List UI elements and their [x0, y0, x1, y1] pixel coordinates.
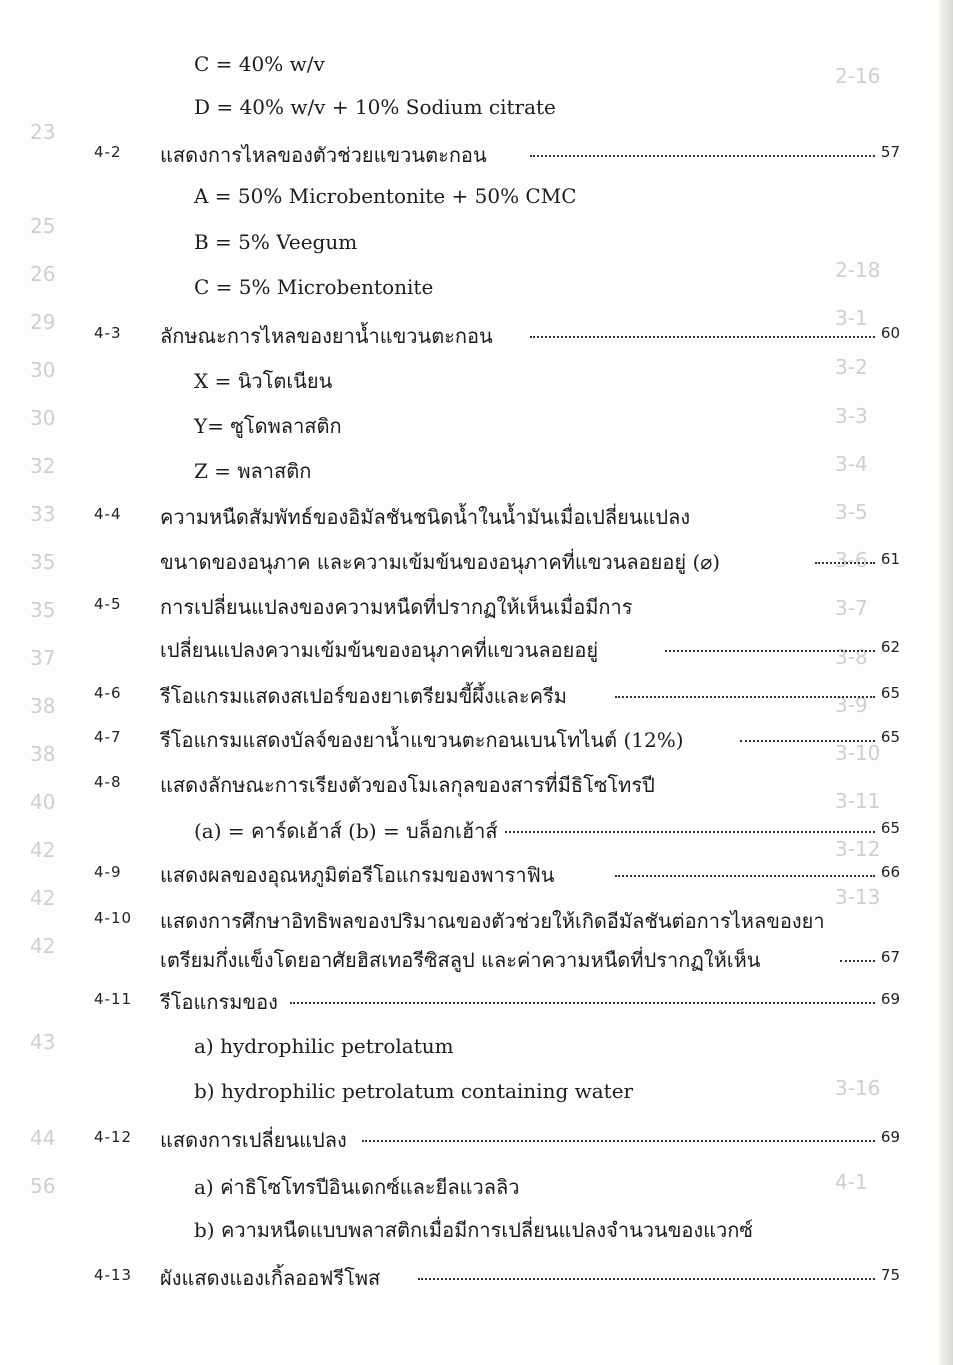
toc-subitem — [0, 1214, 953, 1254]
figure-number: 4-5 — [94, 595, 122, 613]
figure-number: 4-3 — [94, 324, 122, 342]
figure-title: การเปลี่ยนแปลงของความหนืดที่ปรากฏให้เห็นเมื่อมีการ — [160, 595, 633, 619]
toc-entry — [0, 1124, 953, 1164]
page-number: 65 — [880, 728, 900, 746]
figure-title: ผังแสดงแองเกิ้ลออฟรีโพส — [160, 1266, 381, 1290]
figure-title: รีโอแกรมแสดงสเปอร์ของยาเตรียมขี้ผึ้งและครีม — [160, 684, 567, 708]
figure-title: ลักษณะการไหลของยาน้ำแขวนตะกอน — [160, 324, 493, 348]
subitem-text: (a) = คาร์ดเฮ้าส์ (b) = บล็อกเฮ้าส์ — [194, 819, 498, 843]
figure-title: เปลี่ยนแปลงความเข้มข้นของอนุภาคที่แขวนลอยอยู่ — [160, 638, 599, 662]
figure-number: 4-9 — [94, 863, 122, 881]
page-number: 69 — [880, 1128, 900, 1146]
toc-subitem — [0, 815, 953, 855]
toc-subitem — [0, 365, 953, 405]
subitem-text: C = 40% w/v — [194, 52, 325, 76]
page-number: 57 — [880, 143, 900, 161]
toc-subitem — [0, 95, 953, 135]
dot-leader — [615, 696, 875, 698]
subitem-text: a) hydrophilic petrolatum — [194, 1034, 454, 1058]
figure-title: ความหนืดสัมพัทธ์ของอิมัลชันชนิดน้ำในน้ำมันเมื่อเปลี่ยนแปลง — [160, 505, 691, 529]
page-number: 62 — [880, 638, 900, 656]
subitem-text: B = 5% Veegum — [194, 230, 358, 254]
figure-title: แสดงการศึกษาอิทธิพลของปริมาณของตัวช่วยให้เกิดอีมัลชันต่อการไหลของยา — [160, 909, 825, 933]
dot-leader — [418, 1278, 875, 1280]
figure-title: แสดงการเปลี่ยนแปลง — [160, 1128, 347, 1152]
dot-leader — [815, 562, 875, 564]
figure-number: 4-2 — [94, 143, 122, 161]
toc-entry-continuation — [0, 634, 953, 674]
toc-subitem — [0, 230, 953, 270]
subitem-text: X = นิวโตเนียน — [194, 369, 333, 393]
toc-subitem — [0, 52, 953, 92]
toc-entry — [0, 859, 953, 899]
subitem-text: Z = พลาสติก — [194, 459, 312, 483]
figure-number: 4-12 — [94, 1128, 133, 1146]
dot-leader — [665, 650, 875, 652]
page-number: 67 — [880, 948, 900, 966]
toc-subitem — [0, 1079, 953, 1119]
dot-leader — [290, 1002, 875, 1004]
toc-entry — [0, 320, 953, 360]
figure-number: 4-7 — [94, 728, 122, 746]
dot-leader — [840, 960, 875, 962]
figure-number: 4-8 — [94, 773, 122, 791]
page-number: 60 — [880, 324, 900, 342]
page-number: 66 — [880, 863, 900, 881]
subitem-text: Y= ซูโดพลาสติก — [194, 414, 342, 438]
toc-entry — [0, 724, 953, 764]
toc-entry — [0, 986, 953, 1026]
figure-number: 4-6 — [94, 684, 122, 702]
toc-subitem — [0, 410, 953, 450]
figure-title: รีโอแกรมของ — [160, 990, 278, 1014]
toc-subitem — [0, 1034, 953, 1074]
toc-entry — [0, 905, 953, 945]
figure-title: แสดงผลของอุณหภูมิต่อรีโอแกรมของพาราฟิน — [160, 863, 555, 887]
figure-number: 4-11 — [94, 990, 133, 1008]
figure-number: 4-10 — [94, 909, 133, 927]
dot-leader — [615, 875, 875, 877]
toc-subitem — [0, 455, 953, 495]
page-number: 69 — [880, 990, 900, 1008]
dot-leader — [530, 336, 875, 338]
figure-title: เตรียมกึ่งแข็งโดยอาศัยฮิสเทอรีซิสลูป และค่าความหนืดที่ปรากฏให้เห็น — [160, 948, 761, 972]
toc-entry-continuation — [0, 944, 953, 984]
subitem-text: b) ความหนืดแบบพลาสติกเมื่อมีการเปลี่ยนแปลงจำนวนของแวกซ์ — [194, 1218, 753, 1242]
show-through-text: 2-16 2-18 3-1 3-2 3-3 3-4 3-5 3-6 3-7 3-8 3-9 3-10 3-11 3-12 3-13 3-16 4-1 23 25 26 29 30 30 32 33 35 35 37 38 38 40 42 42 42 43 44 56 — [30, 64, 881, 1198]
toc-entry — [0, 139, 953, 179]
toc-entry — [0, 591, 953, 631]
toc-entry — [0, 501, 953, 541]
toc-entry-continuation — [0, 546, 953, 586]
subitem-text: A = 50% Microbentonite + 50% CMC — [194, 184, 577, 208]
page-number: 75 — [880, 1266, 900, 1284]
dot-leader — [362, 1140, 875, 1142]
toc-subitem — [0, 275, 953, 315]
subitem-text: a) ค่าธิโซโทรปีอินเดกซ์และยีลแวลลิว — [194, 1175, 520, 1199]
dot-leader — [530, 155, 875, 157]
figure-title: ขนาดของอนุภาค และความเข้มข้นของอนุภาคที่แขวนลอยอยู่ (⌀) — [160, 550, 721, 574]
figure-title: แสดงการไหลของตัวช่วยแขวนตะกอน — [160, 143, 487, 167]
page-number: 65 — [880, 819, 900, 837]
figure-title: รีโอแกรมแสดงบัลจ์ของยาน้ำแขวนตะกอนเบนโทไนต์ (12%) — [160, 728, 684, 752]
dot-leader — [740, 740, 875, 742]
toc-entry — [0, 1262, 953, 1302]
toc-entry — [0, 769, 953, 809]
toc-subitem — [0, 184, 953, 224]
page-number: 61 — [880, 550, 900, 568]
subitem-text: D = 40% w/v + 10% Sodium citrate — [194, 95, 556, 119]
subitem-text: b) hydrophilic petrolatum containing water — [194, 1079, 634, 1103]
dot-leader — [505, 831, 875, 833]
subitem-text: C = 5% Microbentonite — [194, 275, 434, 299]
toc-subitem — [0, 1171, 953, 1211]
page-number: 65 — [880, 684, 900, 702]
figure-number: 4-4 — [94, 505, 122, 523]
figure-title: แสดงลักษณะการเรียงตัวของโมเลกุลของสารที่มีธิโซโทรปี — [160, 773, 655, 797]
toc-entry — [0, 680, 953, 720]
figure-number: 4-13 — [94, 1266, 133, 1284]
